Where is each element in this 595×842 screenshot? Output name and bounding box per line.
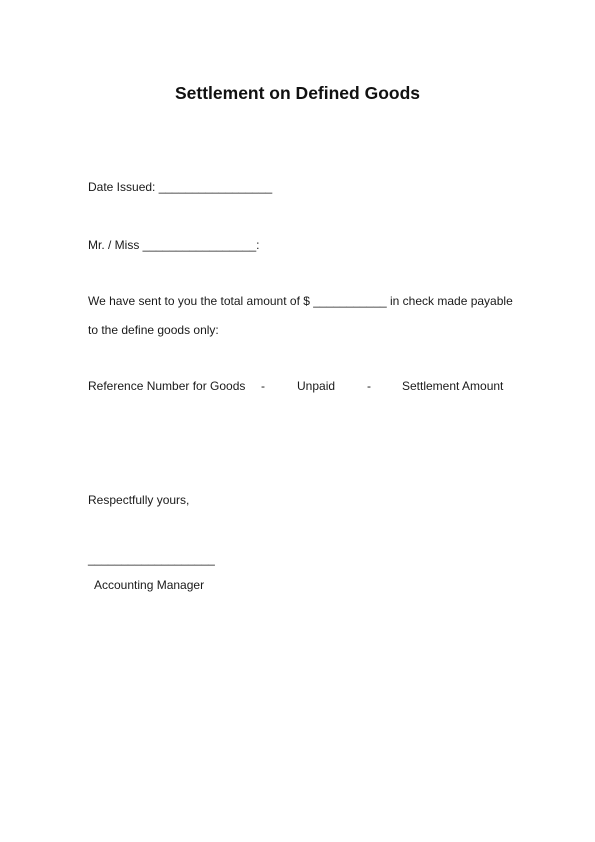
salutation-line: Mr. / Miss _________________: (88, 238, 260, 252)
document-title: Settlement on Defined Goods (174, 83, 421, 103)
signature-line: ___________________ (88, 552, 215, 566)
body-line-1: We have sent to you the total amount of $ ___________ in check made payable (88, 294, 513, 308)
separator-dash: - (367, 379, 371, 393)
body-line-2: to the define goods only: (88, 323, 219, 337)
date-issued-line: Date Issued: _________________ (88, 180, 273, 194)
settlement-amount-label: Settlement Amount (402, 379, 504, 393)
reference-number-label: Reference Number for Goods (88, 379, 246, 393)
unpaid-label: Unpaid (297, 379, 336, 393)
separator-dash: - (261, 379, 265, 393)
closing-text: Respectfully yours, (88, 493, 190, 507)
signer-title: Accounting Manager (94, 578, 205, 592)
